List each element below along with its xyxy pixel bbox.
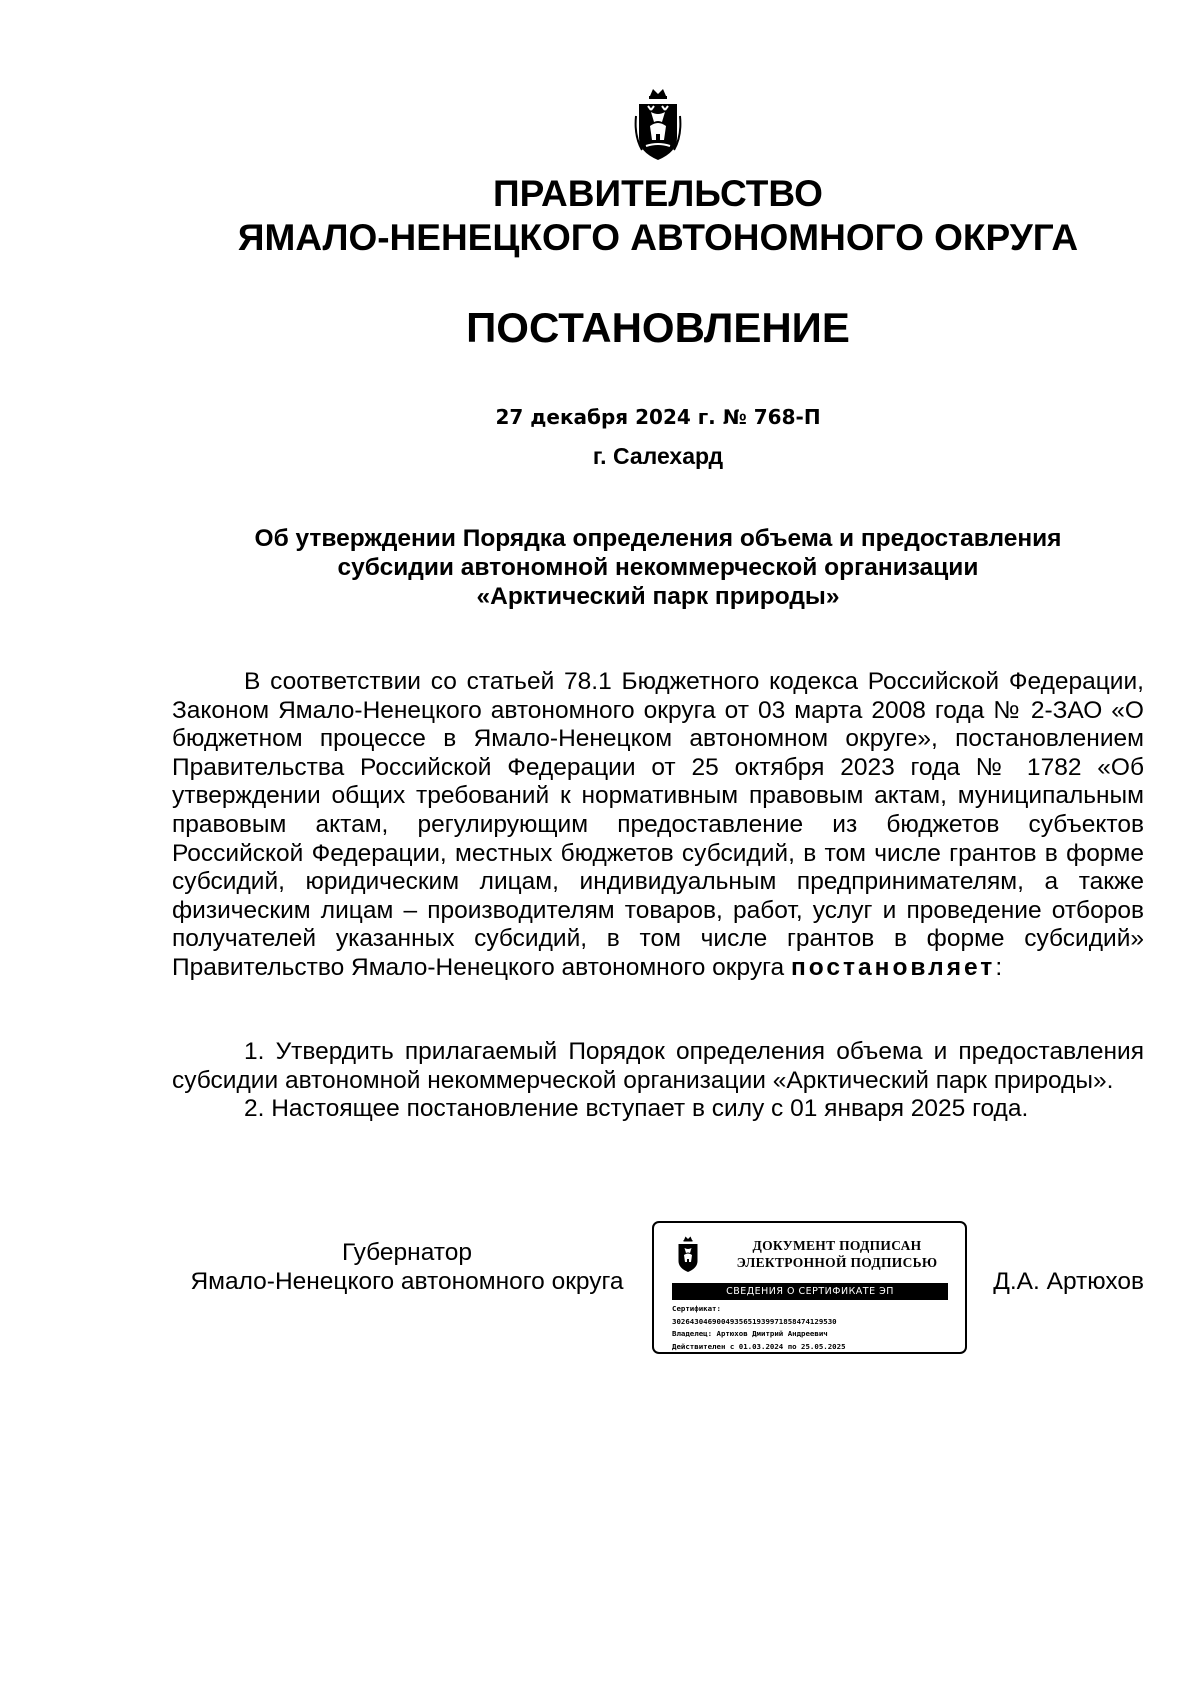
subject-line: «Арктический парк природы» xyxy=(476,583,840,610)
preamble xyxy=(172,668,1144,983)
esign-details xyxy=(672,1303,962,1353)
subject-line: субсидии автономной некоммерческой организации xyxy=(337,554,979,581)
decree-item: 1. Утвердить прилагаемый Порядок определения объема и предоставления субсидии автономной некоммерческой организации «Арктический парк природы». xyxy=(172,1038,1144,1094)
esign-owner: Владелец: Артюхов Дмитрий Андреевич xyxy=(672,1329,828,1338)
preamble-paragraph xyxy=(172,668,1144,983)
signatory-region: Ямало-Ненецкого автономного округа xyxy=(190,1268,624,1295)
document-subject xyxy=(170,524,1146,611)
preamble-tail: : xyxy=(995,953,1003,981)
esign-certificate-bar: СВЕДЕНИЯ О СЕРТИФИКАТЕ ЭП xyxy=(672,1283,948,1300)
esign-heading-line: ЭЛЕКТРОННОЙ ПОДПИСЬЮ xyxy=(736,1255,938,1270)
signatory-name: Д.А. Артюхов xyxy=(993,1268,1144,1295)
coat-of-arms-emblem xyxy=(634,86,682,166)
esign-heading-line: ДОКУМЕНТ ПОДПИСАН xyxy=(752,1238,922,1253)
esign-certificate-label: Сертификат: xyxy=(672,1304,721,1313)
decree-word: постановляет xyxy=(790,953,996,981)
subject-line: Об утверждении Порядка определения объема и предоставления xyxy=(254,525,1062,552)
esign-certificate-number: 3026430469004935651939971858474129530 xyxy=(672,1316,837,1326)
signatory-position xyxy=(172,1238,642,1296)
coat-of-arms-icon xyxy=(676,1235,700,1275)
government-region: ЯМАЛО-НЕНЕЦКОГО АВТОНОМНОГО ОКРУГА xyxy=(237,217,1079,258)
decree-items xyxy=(172,1038,1144,1124)
electronic-signature-stamp xyxy=(652,1221,967,1354)
esign-validity: Действителен с 01.03.2024 по 25.05.2025 xyxy=(672,1341,846,1351)
signatory-title: Губернатор xyxy=(342,1239,472,1266)
document-date-number: 27 декабря 2024 г. № 768-П xyxy=(495,405,821,429)
decree-item: 2. Настоящее постановление вступает в силу с 01 января 2025 года. xyxy=(244,1095,1029,1123)
government-title: ПРАВИТЕЛЬСТВО xyxy=(493,173,823,214)
document-city: г. Салехард xyxy=(592,443,724,469)
esign-heading xyxy=(710,1237,964,1271)
preamble-text: В соответствии со статьей 78.1 Бюджетного кодекса Российской Федерации, Законом Ямало-Ненецкого автономного округа от 03 марта 2008 года № 2-ЗАО «О бюджетном процессе в Ямало-Ненецком автономном округе», постановлением Правительства Российской Федерации от 25 октября 2023 года № 1782 «Об утверждении общих требований к нормативным правовым актам, муниципальным правовым актам, регулирующим предоставление из бюджетов субъектов Российской Федерации, местных бюджетов субсидий, в том числе грантов в форме субсидий, юридическим лицам, индивидуальным предпринимателям, а также физическим лицам – производителям товаров, работ, услуг и проведение отборов получателей указанных субсидий, в том числе грантов в форме субсидий» Правительство Ямало-Ненецкого автономного округа xyxy=(172,668,1144,981)
document-type: ПОСТАНОВЛЕНИЕ xyxy=(466,304,850,351)
